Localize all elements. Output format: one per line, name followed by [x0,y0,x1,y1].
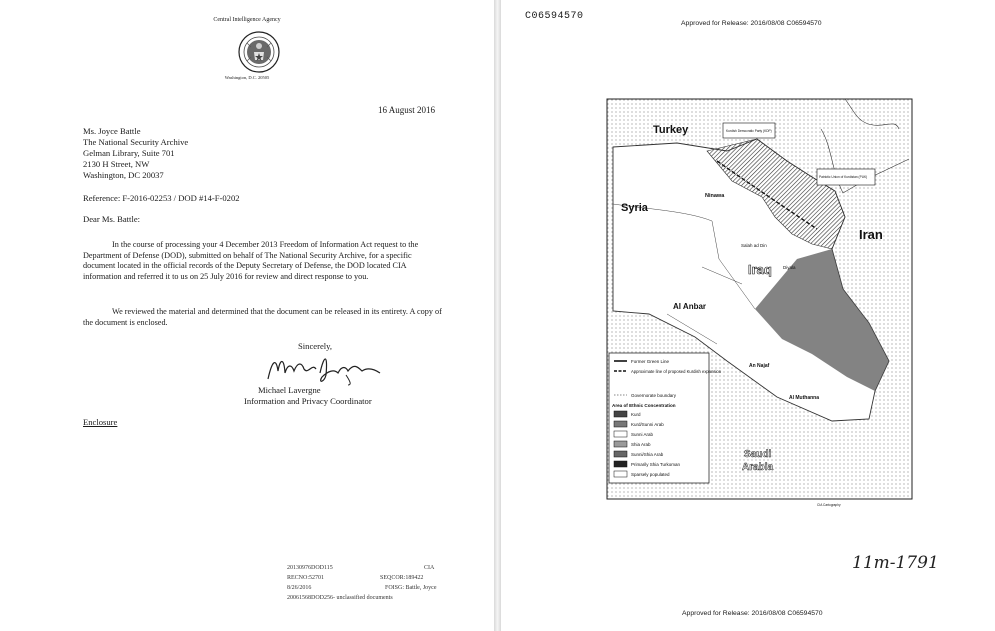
label-ninawa: Ninawa [705,193,725,199]
seqcor: SEQCOR:189422 [380,575,424,581]
label-puk: Patriotic Union of Kurdistan (PUK) [819,175,868,179]
legend-item: Approximate line of proposed Kurdish expansion [631,369,722,374]
label-al-anbar: Al Anbar [673,302,707,311]
label-syria: Syria [621,202,648,214]
label-diyala: Diyala [783,265,796,270]
signer-name: Michael Lavergne [258,385,321,395]
closing: Sincerely, [298,341,333,351]
release-stamp-bottom: Approved for Release: 2016/08/08 C06594570 [682,610,823,617]
legend-item: Former Green Line [631,359,670,364]
paragraph-text: In the course of processing your 4 December 2013 Freedom of Information Act request to the Department of Defense (DOD), submitted on behalf of The National Security Archive, for a specific document located in the official records of the Deputy Secretary of Defense, the DOD located CIA information and referred it to us on 25 July 2016 for review and direct response to you. [83,240,419,281]
legend-heading: Area of Ethnic Concentration [612,403,676,408]
recipient-org: The National Security Archive [83,137,189,147]
label-iran: Iran [859,227,883,242]
legend-ethnic-label: Shia Arab [631,442,651,447]
paragraph-text: We reviewed the material and determined that the document can be released in its entirety. A copy of the document is enclosed. [83,307,442,327]
page-gutter [494,0,501,631]
footer-agency: CIA [424,565,435,571]
legend-swatch [614,471,627,477]
footer-date: 8/26/2016 [287,585,312,591]
legend-swatch [614,411,627,417]
release-stamp-top: Approved for Release: 2016/08/08 C06594570 [681,20,822,27]
legend-ethnic-label: Sparsely populated [631,472,670,477]
label-turkey: Turkey [653,124,689,136]
recno: RECNO:52701 [287,575,325,581]
label-salah-ad-din: Salah ad Din [741,243,767,248]
label-arabia: Arabia [742,462,774,473]
legend-swatch [614,431,627,437]
reference-line: Reference: F-2016-02253 / DOD #14-F-0202 [83,193,240,203]
doc-id: 20130976DOD115 [287,565,333,571]
address-line: 2130 H Street, NW [83,159,150,169]
handwritten-text: 11m-1791 [852,553,939,573]
legend-swatch [614,461,627,467]
salutation: Dear Ms. Battle: [83,214,141,224]
cia-seal-icon [238,31,280,73]
recipient-address [83,126,188,181]
address-line: Washington, DC 20037 [83,170,164,180]
recipient-name: Ms. Joyce Battle [83,126,141,136]
body-paragraph [83,307,443,328]
signer-title: Information and Privacy Coordinator [244,396,372,406]
address-line: Gelman Library, Suite 701 [83,148,175,158]
map-legend [609,353,722,483]
label-saudi: Saudi [744,449,772,460]
legend-ethnic-label: Sunni/Shia Arab [631,452,664,457]
label-iraq: Iraq [748,262,772,277]
body-paragraph [83,240,443,282]
legend-swatch [614,451,627,457]
handwritten-note [850,546,939,576]
agency-header: Central Intelligence Agency [213,17,281,23]
legend-swatch [614,441,627,447]
legend-ethnic-label: Sunni Arab [631,432,654,437]
iraq-map [607,99,912,509]
footer-note: 20061568DOD256- unclassified documents [287,595,393,601]
legend-item: Governorate boundary [631,393,677,398]
foisg: FOISG: Battle, Joyce [385,585,437,591]
label-an-najaf: An Najaf [749,363,770,369]
legend-ethnic-label: Kurd [631,412,641,417]
document-number: C06594570 [525,11,584,22]
label-kdp: Kurdish Democratic Party (KDP) [726,129,772,133]
signature-icon [262,349,387,387]
legend-swatch [614,421,627,427]
agency-city: Washington, D.C. 20505 [224,75,270,80]
letter-date: 16 August 2016 [378,105,436,115]
legend-ethnic-label: Kurd/Sunni Arab [631,422,664,427]
enclosure-label: Enclosure [83,417,118,427]
map-credit: CIA Cartography [817,503,841,507]
legend-ethnic-label: Primarily Shia Turkoman [631,462,681,467]
letter-page [0,0,494,631]
label-al-muthanna: Al Muthanna [789,395,819,401]
